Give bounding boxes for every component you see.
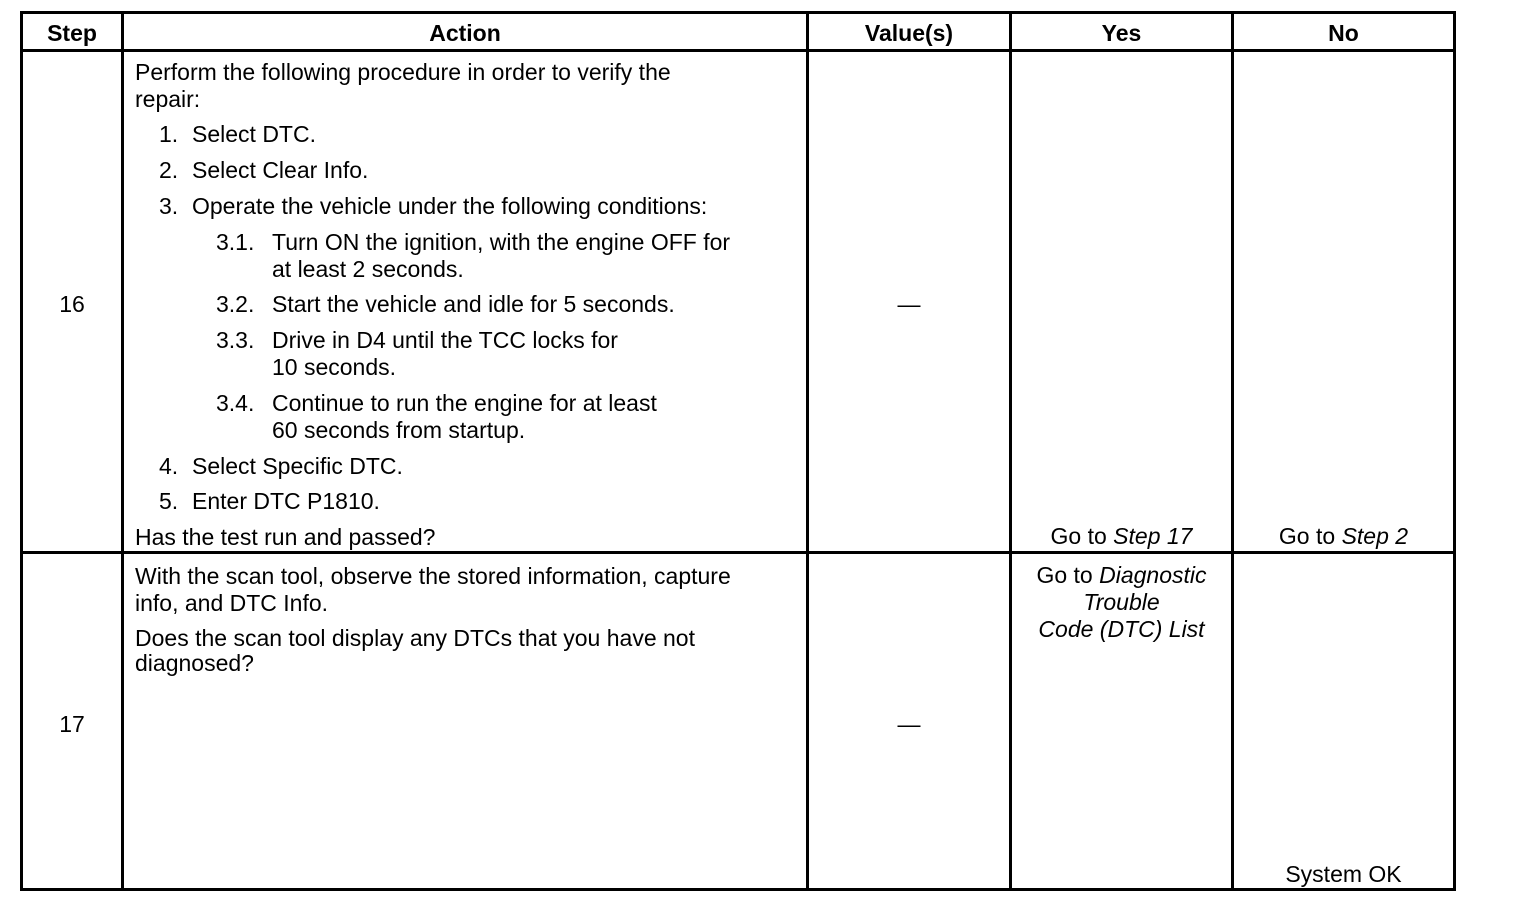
yes-link-line[interactable]: Diagnostic [1099,562,1207,588]
no-step-link[interactable]: Step 2 [1341,523,1409,549]
action-intro-line: Perform the following procedure in order to verify the [135,59,671,85]
yes-link-line[interactable]: Trouble [1083,589,1160,615]
col-divider [121,14,124,888]
sub-item-text: Turn ON the ignition, with the engine OFF for [272,229,731,255]
list-item-text: Enter DTC P1810. [192,488,380,514]
header-values: Value(s) [864,20,954,46]
sub-item-text: 60 seconds from startup. [272,417,526,443]
sub-item-number: 3.3. [216,327,255,353]
sub-item-number: 3.2. [216,291,255,317]
sub-item-text: Drive in D4 until the TCC locks for [272,327,618,353]
action-intro-line: With the scan tool, observe the stored information, capture [135,563,731,589]
sub-item-text: 10 seconds. [272,354,397,380]
yes-prefix: Go to [1036,562,1100,588]
col-divider [1231,14,1234,888]
action-intro-line: repair: [135,86,201,112]
list-item-number: 5. [159,488,179,514]
sub-item-text: Continue to run the engine for at least [272,390,657,416]
header-no: No [1328,20,1359,46]
header-action: Action [429,20,501,46]
sub-item-text: Start the vehicle and idle for 5 seconds. [272,291,675,317]
yes-cell [1012,562,1231,589]
no-cell [1234,523,1453,550]
value-dash: — [897,291,921,317]
list-item-text: Select Specific DTC. [192,453,403,479]
value-dash: — [897,711,921,737]
yes-link-line[interactable]: Code (DTC) List [1038,616,1205,642]
list-item-text: Select Clear Info. [192,157,369,183]
yes-cell [1012,523,1231,550]
diagnostic-table [20,11,1456,891]
header-yes: Yes [1101,20,1142,46]
header-divider [23,49,1453,52]
action-question: Does the scan tool display any DTCs that you have not [135,625,695,651]
list-item-text: Select DTC. [192,121,316,147]
sub-item-text: at least 2 seconds. [272,256,464,282]
row-divider [23,551,1453,554]
no-prefix: Go to [1278,523,1342,549]
list-item-number: 4. [159,453,179,479]
list-item-text: Operate the vehicle under the following conditions: [192,193,708,219]
col-divider [1009,14,1012,888]
col-divider [806,14,809,888]
list-item-number: 1. [159,121,179,147]
header-step: Step [47,20,97,46]
yes-prefix: Go to [1050,523,1114,549]
step-number: 16 [59,291,85,317]
action-question: diagnosed? [135,650,254,676]
step-number: 17 [59,711,85,737]
no-cell: System OK [1285,861,1402,887]
list-item-number: 2. [159,157,179,183]
sub-item-number: 3.1. [216,229,255,255]
yes-step-link[interactable]: Step 17 [1113,523,1193,549]
sub-item-number: 3.4. [216,390,255,416]
action-intro-line: info, and DTC Info. [135,590,329,616]
list-item-number: 3. [159,193,179,219]
action-question: Has the test run and passed? [135,524,436,550]
